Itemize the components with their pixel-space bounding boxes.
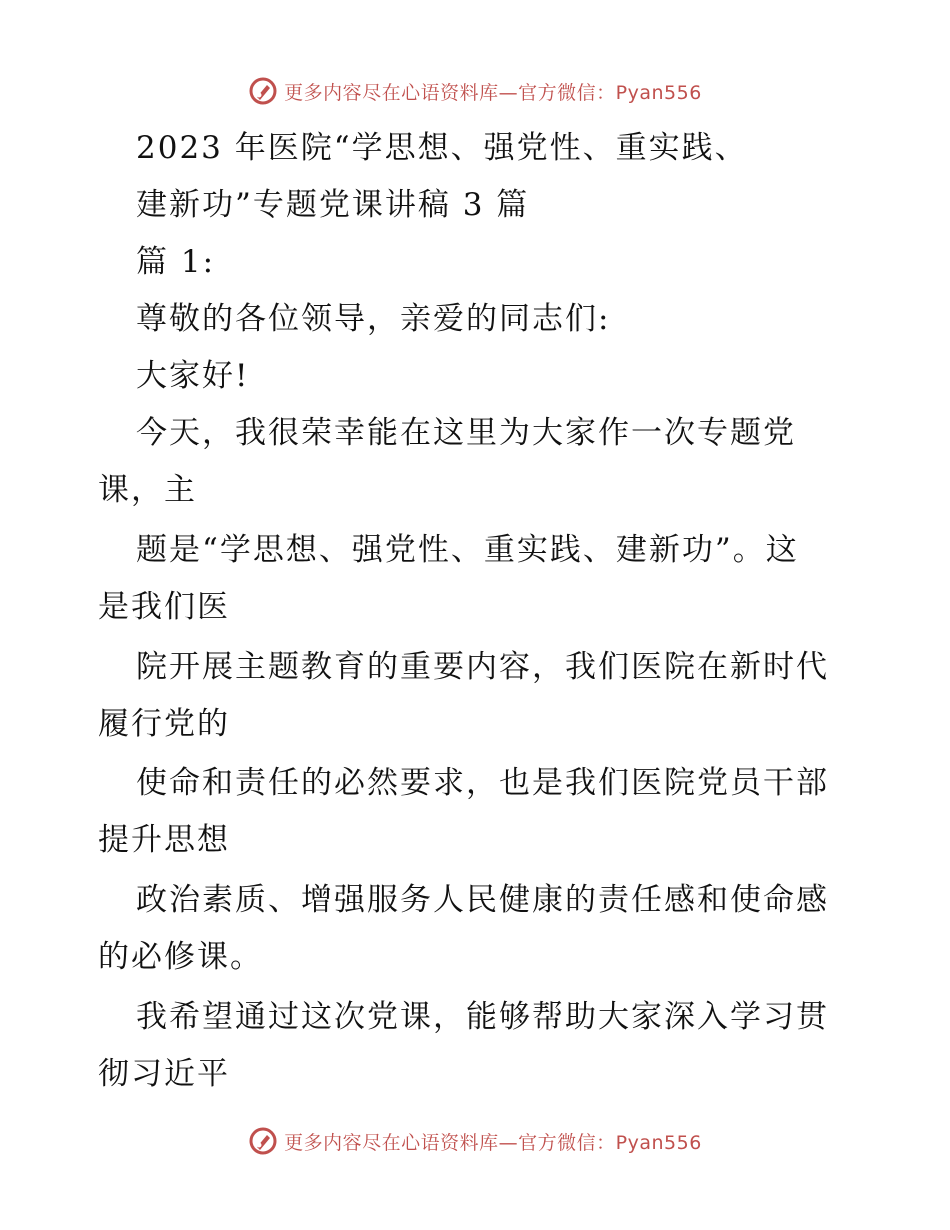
paragraph-line: 我希望通过这次党课，能够帮助大家深入学习贯 xyxy=(136,999,829,1035)
paragraph-line: 的必修课。 xyxy=(98,939,263,975)
salutation: 尊敬的各位领导，亲爱的同志们: xyxy=(136,301,611,337)
paragraph-line: 课，主 xyxy=(98,472,197,508)
paragraph-line: 政治素质、增强服务人民健康的责任感和使命感 xyxy=(136,882,829,918)
paragraph-line: 今天，我很荣幸能在这里为大家作一次专题党 xyxy=(136,415,796,451)
red-pen-seal-icon xyxy=(248,1126,278,1156)
doc-title-line-1: 2023 年医院“学思想、强党性、重实践、 xyxy=(136,130,748,166)
paragraph-line: 使命和责任的必然要求，也是我们医院党员干部 xyxy=(136,765,829,801)
greeting: 大家好! xyxy=(136,358,250,394)
header-watermark-text: 更多内容尽在心语资料库—官方微信：Pyan556 xyxy=(284,81,702,104)
paragraph-line: 是我们医 xyxy=(98,589,230,625)
paragraph-line: 履行党的 xyxy=(98,706,230,742)
section-heading: 篇 1: xyxy=(136,244,216,280)
footer-watermark-banner xyxy=(0,1121,950,1161)
doc-title-line-2: 建新功”专题党课讲稿 3 篇 xyxy=(136,187,530,223)
paragraph-line: 题是“学思想、强党性、重实践、建新功”。这 xyxy=(136,532,799,568)
paragraph-line: 院开展主题教育的重要内容，我们医院在新时代 xyxy=(136,649,829,685)
paragraph-line: 提升思想 xyxy=(98,822,230,858)
footer-watermark-text: 更多内容尽在心语资料库—官方微信：Pyan556 xyxy=(284,1131,702,1154)
paragraph-line: 彻习近平 xyxy=(98,1056,230,1092)
